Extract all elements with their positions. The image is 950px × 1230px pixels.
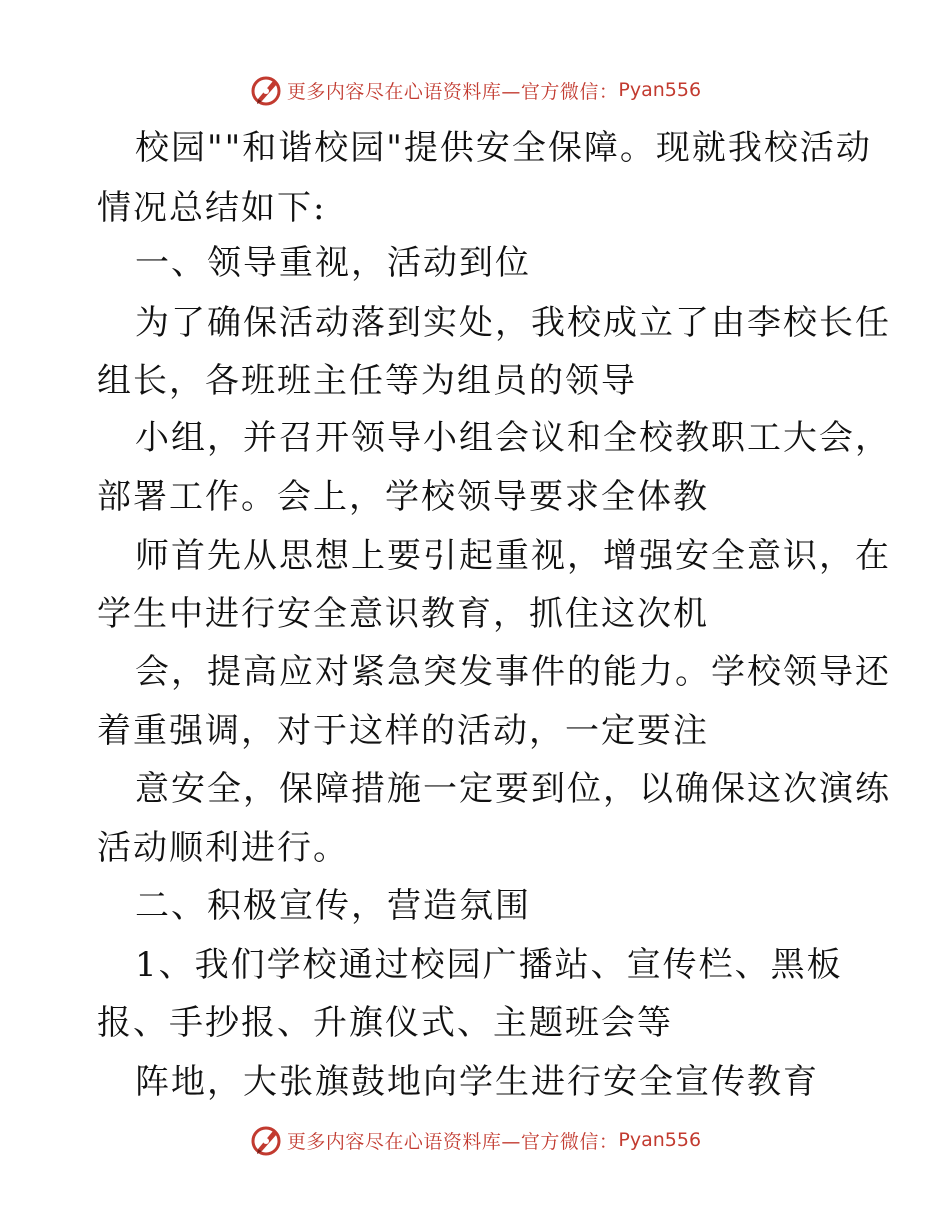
paragraph-line: 情况总结如下: <box>97 188 327 228</box>
paragraph-line: 学生中进行安全意识教育，抓住这次机 <box>97 594 709 634</box>
paragraph-line: 意安全，保障措施一定要到位，以确保这次演练 <box>135 769 891 809</box>
paragraph-line: 校园""和谐校园"提供安全保障。现就我校活动 <box>135 128 872 168</box>
pen-logo-icon <box>249 73 283 107</box>
section-heading: 二、积极宣传，营造氛围 <box>135 886 531 926</box>
pen-logo-icon <box>249 1123 283 1157</box>
paragraph-line: 师首先从思想上要引起重视，增强安全意识，在 <box>135 536 891 576</box>
watermark-text: 更多内容尽在心语资料库—官方微信： <box>286 1130 619 1153</box>
paragraph-line: 部署工作。会上，学校领导要求全体教 <box>97 477 709 517</box>
header-watermark <box>0 70 950 110</box>
watermark-handle: Pyan556 <box>618 1129 702 1151</box>
paragraph-line: 小组，并召开领导小组会议和全校教职工大会， <box>135 418 891 458</box>
paragraph-line: 为了确保活动落到实处，我校成立了由李校长任 <box>135 303 891 343</box>
paragraph-line: 活动顺利进行。 <box>97 828 349 868</box>
footer-watermark <box>0 1120 950 1160</box>
paragraph-line: 组长，各班班主任等为组员的领导 <box>97 361 637 401</box>
paragraph-line: 阵地，大张旗鼓地向学生进行安全宣传教育 <box>135 1062 819 1102</box>
paragraph-line: 着重强调，对于这样的活动，一定要注 <box>97 711 709 751</box>
watermark-handle: Pyan556 <box>618 79 702 101</box>
paragraph-line: 会，提高应对紧急突发事件的能力。学校领导还 <box>135 652 891 692</box>
watermark-text: 更多内容尽在心语资料库—官方微信： <box>286 80 619 103</box>
paragraph-line: 1、我们学校通过校园广播站、宣传栏、黑板 <box>135 945 843 985</box>
section-heading: 一、领导重视，活动到位 <box>135 243 531 283</box>
paragraph-line: 报、手抄报、升旗仪式、主题班会等 <box>97 1003 673 1043</box>
